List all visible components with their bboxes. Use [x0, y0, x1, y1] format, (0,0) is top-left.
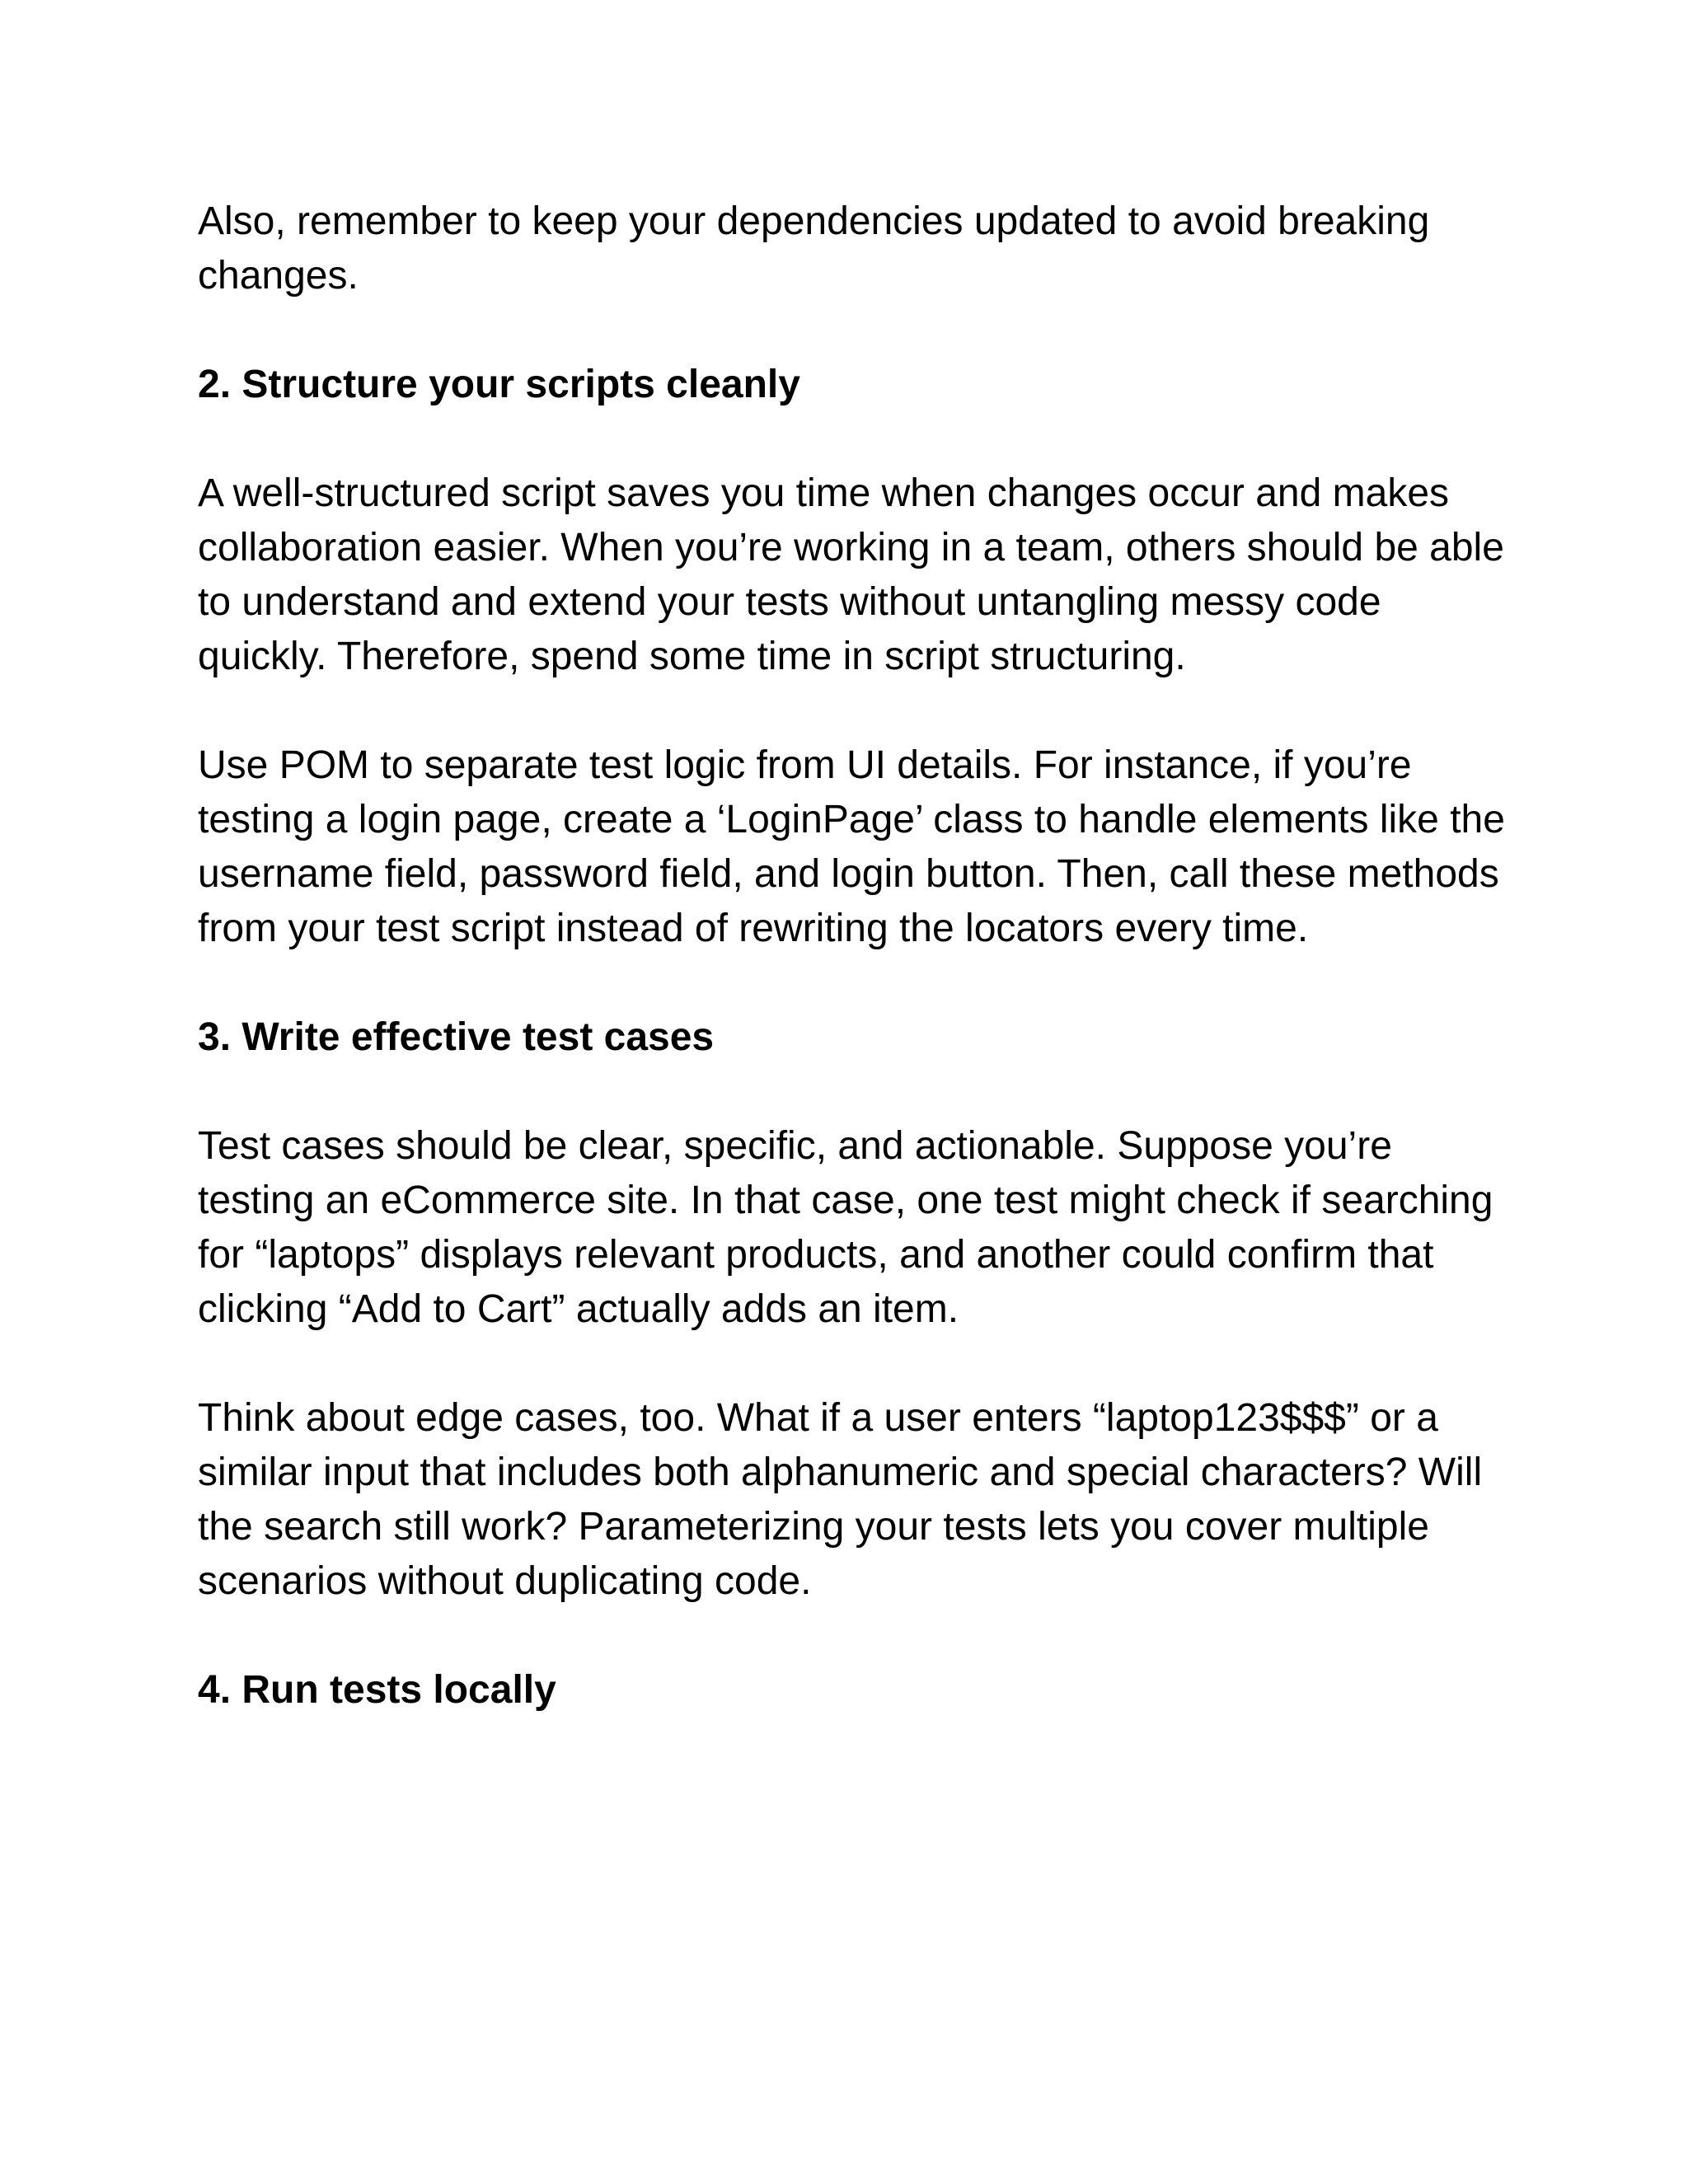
heading-effective-test-cases: 3. Write effective test cases	[198, 1015, 715, 1059]
paragraph-edge-cases: Think about edge cases, too. What if a user enters “laptop123$$$” or a similar input that includes both alphanumeric and special characters? Will the search still work? Parameterizing your tests lets you cover multiple scenarios without duplicating code.	[198, 1396, 1483, 1603]
paragraph-test-cases: Test cases should be clear, specific, and actionable. Suppose you’re testing an eCommerce site. In that case, one test might check if searching for “laptops” displays relevant products, and another could confirm that clicking “Add to Cart” actually adds an item.	[198, 1124, 1493, 1331]
heading-run-tests-locally: 4. Run tests locally	[198, 1668, 556, 1712]
document-page	[198, 194, 1517, 1772]
paragraph-well-structured: A well-structured script saves you time when changes occur and makes collaboration easier. When you’re working in a team, others should be able to understand and extend your tests without untangling messy code quickly. Therefore, spend some time in script structuring.	[198, 471, 1504, 678]
paragraph-dependencies: Also, remember to keep your dependencies updated to avoid breaking changes.	[198, 199, 1430, 298]
paragraph-use-pom: Use POM to separate test logic from UI details. For instance, if you’re testing a login page, create a ‘LoginPage’ class to handle elements like the username field, password field, and login button. Then, call these methods from your test script instead of rewriting the locators every time.	[198, 743, 1505, 950]
heading-structure-scripts: 2. Structure your scripts cleanly	[198, 363, 800, 406]
